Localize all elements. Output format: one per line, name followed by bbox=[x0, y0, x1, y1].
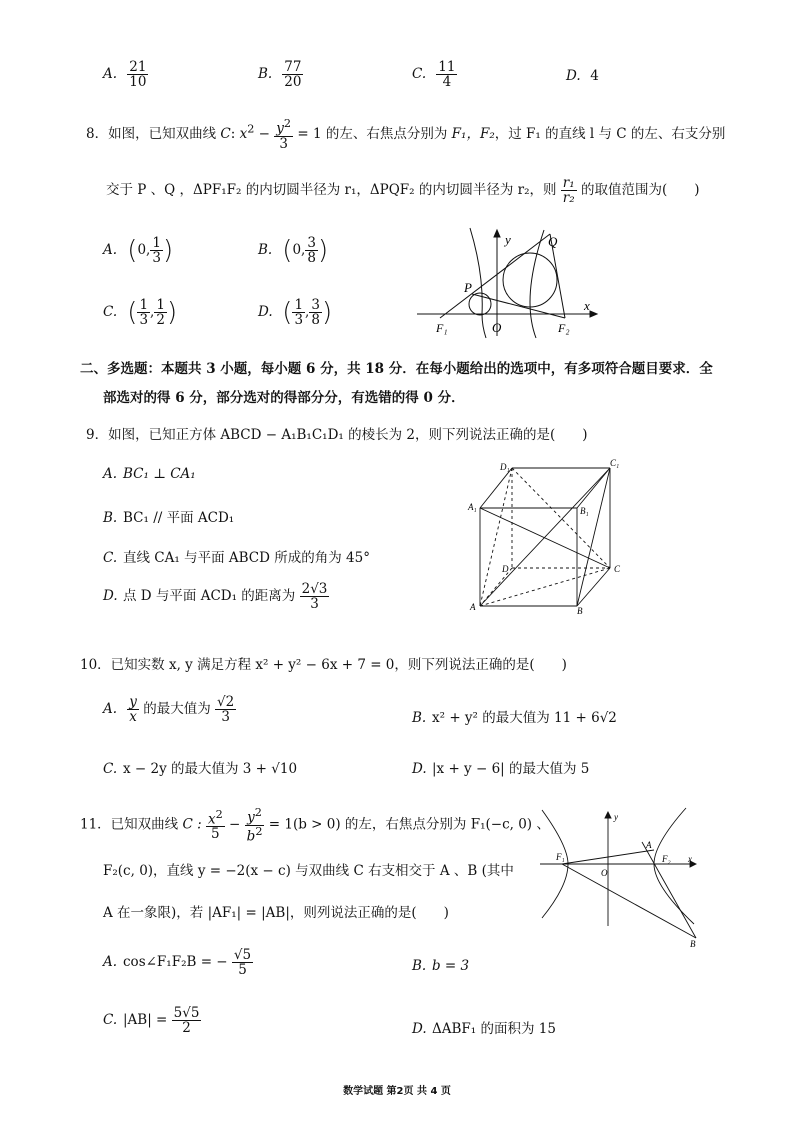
q7-option-d: D. 4 bbox=[566, 68, 599, 84]
q7-option-c: C. $\frac{11}{4}$ bbox=[412, 59, 456, 91]
q9-fig-label-b1: B₁ bbox=[580, 506, 589, 516]
q8-fig-label-f1: F₁ bbox=[436, 321, 448, 335]
q8-option-c: C. ( $\frac{1}{3}$ , $\frac{1}{2}$ ) bbox=[103, 297, 178, 329]
q11-fig-label-b: B bbox=[690, 939, 696, 949]
q7-option-b: B. $\frac{77}{20}$ bbox=[258, 59, 302, 91]
q8-fig-label-y: y bbox=[505, 232, 511, 247]
section2-heading-line1: 二、多选题：本题共 3 小题，每小题 6 分，共 18 分．在每小题给出的选项中，有多项符合题目要求．全 bbox=[80, 361, 713, 377]
page-footer: 数学试题 第2页 共 4 页 bbox=[343, 1086, 451, 1097]
q9-option-d: D. 点 D 与平面 ACD₁ 的距离为 $\frac{2√3}{3}$ bbox=[103, 581, 328, 613]
q11-fig-label-y: y bbox=[614, 812, 618, 822]
q11-stem-line2: F₂(c, 0)，直线 y = −2(x − c) 与双曲线 C 右支相交于 A 、B (其中 bbox=[103, 863, 514, 879]
section2-heading-line2: 部选对的得 6 分，部分选对的得部分分，有选错的得 0 分． bbox=[103, 390, 465, 406]
q11-stem-line3: A 在一象限)，若 |AF₁| = |AB|，则列说法正确的是( ) bbox=[103, 905, 449, 921]
q9-option-b: B. BC₁ // 平面 ACD₁ bbox=[103, 510, 235, 526]
q9-fig-label-d1: D₁ bbox=[500, 462, 510, 472]
q8-option-b: B. (0, $\frac{3}{8}$ ) bbox=[258, 235, 329, 267]
q11-fig-label-x: x bbox=[688, 854, 692, 864]
q8-stem-line2: 交于 P 、Q ，ΔPF₁F₂ 的内切圆半径为 r₁，ΔPQF₂ 的内切圆半径为 r₂，则 $\frac{\text{r₁}}{\text{r₂}}$ 的取值范围为( ) bbox=[106, 175, 700, 207]
q10-option-b: B. x² + y² 的最大值为 11 + 6√2 bbox=[412, 710, 617, 726]
q10-option-d: D. |x + y − 6| 的最大值为 5 bbox=[412, 761, 590, 777]
q11-fig-label-o: O bbox=[601, 868, 608, 878]
q8-stem-line1: 8．如图，已知双曲线 C: $x^2$ − $\frac{y^2}{3}$ = 1 的左、右焦点分别为 F₁，F₂，过 F₁ 的直线 l 与 C 的左、右支分别 bbox=[86, 117, 726, 152]
q10-option-c: C. x − 2y 的最大值为 3 + √10 bbox=[103, 761, 298, 777]
q9-fig-label-b: B bbox=[577, 606, 583, 616]
q9-fig-label-a1: A₁ bbox=[468, 502, 477, 512]
q9-fig-label-d: D bbox=[502, 564, 509, 574]
q11-option-c: C. |AB| = $\frac{5√5}{2}$ bbox=[103, 1005, 200, 1037]
q9-option-a: A. BC₁ ⊥ CA₁ bbox=[103, 466, 196, 482]
q8-fig-label-o: O bbox=[492, 320, 502, 335]
q8-fig-label-f2: F₂ bbox=[558, 321, 570, 335]
q9-fig-label-c1: C₁ bbox=[610, 458, 620, 468]
q8-fig-label-p: P bbox=[464, 280, 472, 295]
q9-cube-figure bbox=[462, 458, 634, 618]
q8-hyperbola-figure bbox=[412, 222, 602, 340]
q11-fig-label-a: A bbox=[646, 840, 652, 850]
q11-option-a: A. cos∠F₁F₂B = − $\frac{√5}{5}$ bbox=[103, 947, 252, 979]
q11-hyperbola-figure bbox=[538, 806, 714, 950]
q8-option-a: A. (0, $\frac{1}{3}$ ) bbox=[103, 235, 174, 267]
q10-option-a: A. $\frac{y}{x}$ 的最大值为 $\frac{√2}{3}$ bbox=[103, 694, 235, 726]
q8-fig-label-x: x bbox=[584, 298, 590, 313]
q9-option-c: C. 直线 CA₁ 与平面 ABCD 所成的角为 45° bbox=[103, 550, 370, 566]
q10-stem: 10．已知实数 x, y 满足方程 x² + y² − 6x + 7 = 0，则下列说法正确的是( ) bbox=[80, 657, 567, 673]
q11-fig-label-f1: F₁ bbox=[556, 852, 565, 862]
q11-fig-label-f2: F₂ bbox=[662, 854, 671, 864]
q11-stem-line1: 11．已知双曲线 C : $\frac{x^2}{5}$ − $\frac{y^2}{b^2}$ = 1(b > 0) 的左，右焦点分别为 F₁(−c, 0) 、 bbox=[80, 806, 550, 845]
q9-fig-label-c: C bbox=[614, 564, 621, 574]
q11-option-d: D. ΔABF₁ 的面积为 15 bbox=[412, 1021, 556, 1037]
q9-stem: 9．如图，已知正方体 ABCD − A₁B₁C₁D₁ 的棱长为 2，则下列说法正确的是( ) bbox=[86, 427, 588, 443]
q11-option-b: B. b = 3 bbox=[412, 958, 470, 974]
q8-fig-label-q: Q bbox=[548, 234, 558, 249]
q7-option-a: A. $\frac{21}{10}$ bbox=[103, 59, 147, 91]
q8-option-d: D. ( $\frac{1}{3}$ , $\frac{3}{8}$ ) bbox=[258, 297, 333, 329]
q9-fig-label-a: A bbox=[470, 602, 476, 612]
